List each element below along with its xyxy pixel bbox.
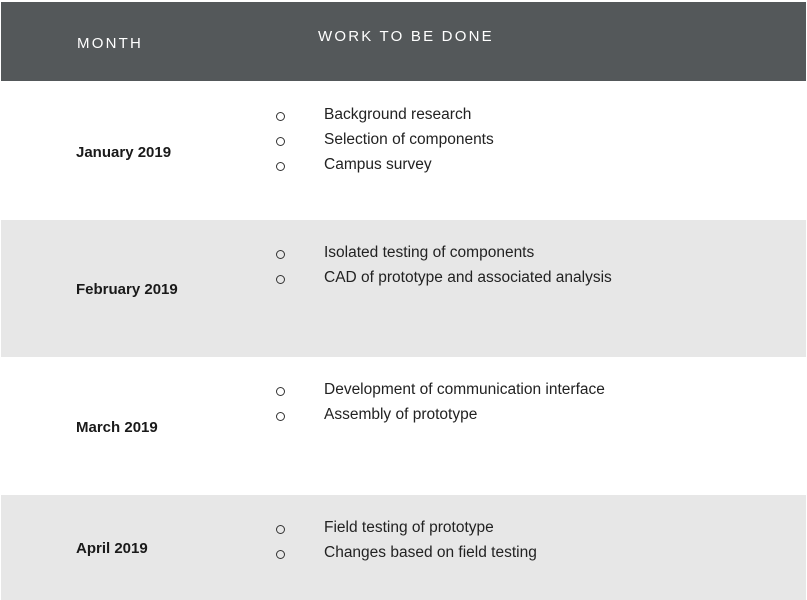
task-text: Campus survey bbox=[324, 156, 432, 173]
table-row bbox=[1, 495, 806, 600]
task-text: Background research bbox=[324, 106, 472, 123]
table-row bbox=[1, 81, 806, 220]
task-text: Assembly of prototype bbox=[324, 406, 478, 423]
month-column-header: MONTH bbox=[77, 35, 143, 52]
work-column-header: WORK TO BE DONE bbox=[318, 28, 494, 45]
month-cell: April 2019 bbox=[76, 540, 148, 557]
bullet-icon bbox=[276, 112, 285, 121]
bullet-icon bbox=[276, 162, 285, 171]
bullet-icon bbox=[276, 550, 285, 559]
month-cell: January 2019 bbox=[76, 144, 172, 161]
bullet-icon bbox=[276, 412, 285, 421]
task-text: Field testing of prototype bbox=[324, 519, 494, 536]
task-text: Selection of components bbox=[324, 131, 494, 148]
task-text: Changes based on field testing bbox=[324, 544, 537, 561]
month-cell: March 2019 bbox=[76, 419, 158, 436]
task-text: Development of communication interface bbox=[324, 381, 605, 398]
task-text: Isolated testing of components bbox=[324, 244, 535, 261]
task-text: CAD of prototype and associated analysis bbox=[324, 269, 612, 286]
table-row bbox=[1, 357, 806, 495]
bullet-icon bbox=[276, 275, 285, 284]
bullet-icon bbox=[276, 387, 285, 396]
bullet-icon bbox=[276, 137, 285, 146]
month-cell: February 2019 bbox=[76, 281, 178, 298]
bullet-icon bbox=[276, 250, 285, 259]
table-row bbox=[1, 220, 806, 357]
bullet-icon bbox=[276, 525, 285, 534]
table-header bbox=[1, 2, 806, 81]
